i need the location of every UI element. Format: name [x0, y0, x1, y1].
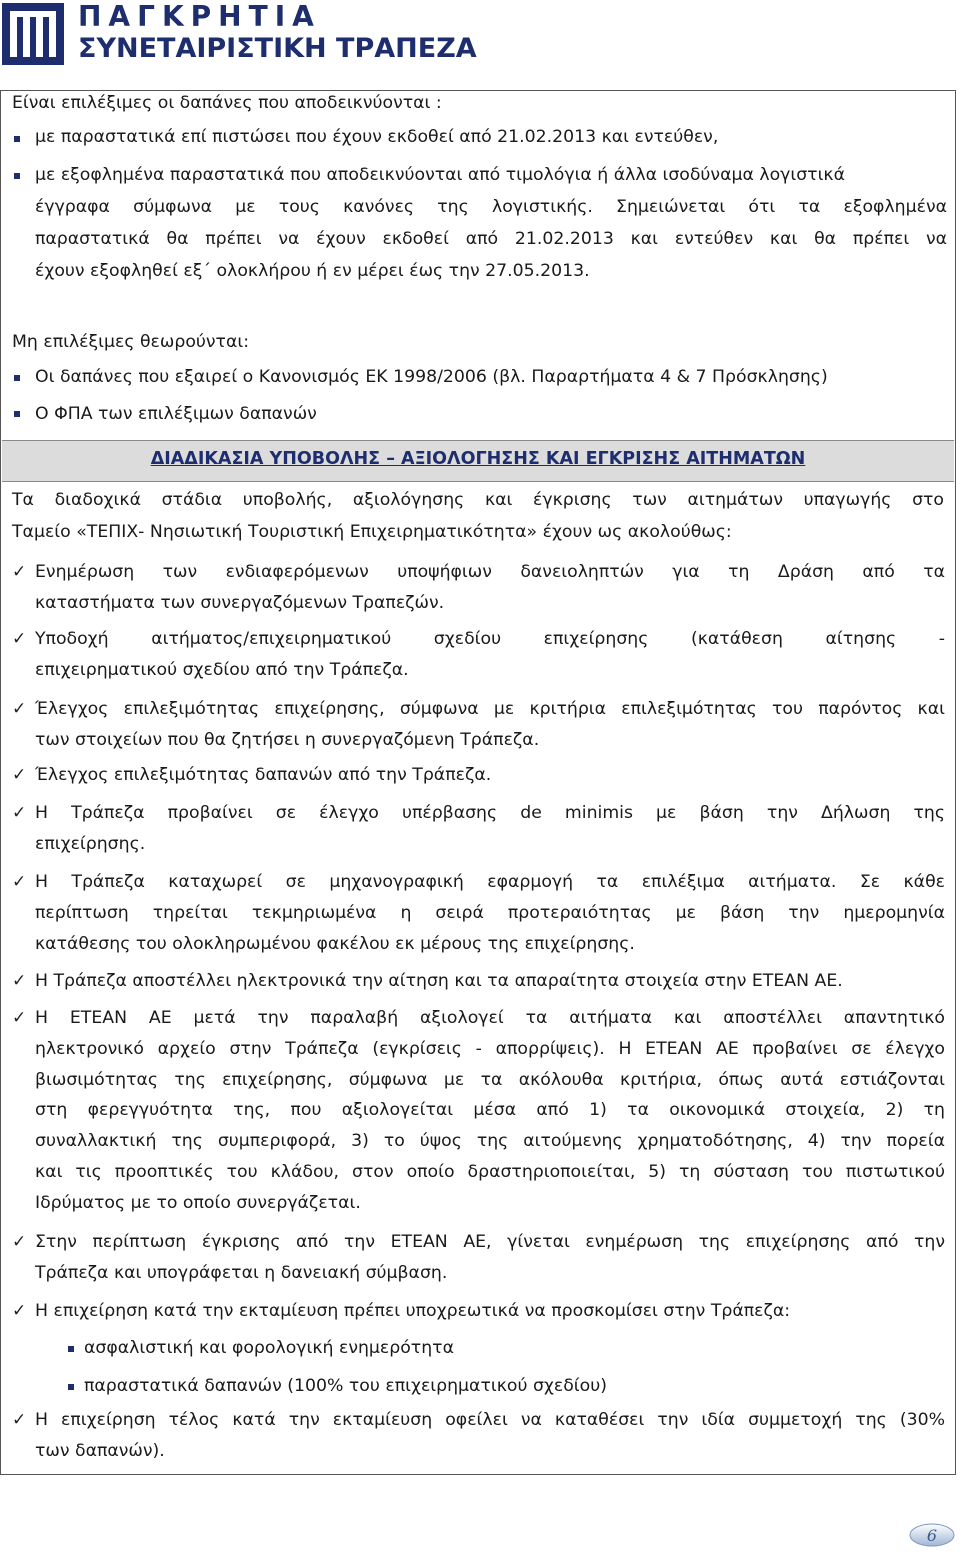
eligible-item-1: με παραστατικά επί πιστώσει που έχουν εκδοθεί από 21.02.2013 και εντεύθεν,	[35, 127, 719, 147]
square-bullet-icon	[14, 375, 20, 381]
step-7-line-1: Η Τράπεζα αποστέλλει ηλεκτρονικά την αίτηση και τα απαραίτητα στοιχεία στην ΕΤΕΑΝ ΑΕ.	[35, 971, 843, 991]
step-2-line-2: επιχειρηματικού σχεδίου από την Τράπεζα.	[35, 659, 409, 680]
step-9-line-1: Στην περίπτωση έγκρισης από την ΕΤΕΑΝ ΑΕ, γίνεται ενημέρωση της επιχείρησης από την	[35, 1232, 945, 1252]
step-6-line-3: κατάθεσης του ολοκληρωμένου φακέλου εκ μέρους της επιχείρησης.	[35, 933, 635, 954]
eligible-item-2-line3: παραστατικά θα πρέπει να έχουν εκδοθεί από 21.02.2013 και εντεύθεν και θα πρέπει να	[35, 229, 947, 249]
step-2-line-1: Υποδοχή αιτήματος/επιχειρηματικού σχεδίου επιχείρησης (κατάθεση αίτησης -	[35, 629, 945, 649]
step-8-line-1: Η ΕΤΕΑΝ ΑΕ μετά την παραλαβή αξιολογεί τα αιτήματα και αποστέλλει απαντητικό	[35, 1008, 945, 1028]
checkmark-icon: ✓	[12, 1410, 27, 1430]
page-number: 6	[926, 1526, 938, 1545]
step-1-line-2: καταστήματα των συνεργαζόμενων Τραπεζών.	[35, 592, 445, 613]
step-8-line-4: στη φερεγγυότητα της, που αξιολογείται μέσα από 1) τα οικονομικά στοιχεία, 2) τη	[35, 1100, 945, 1121]
step-3-line-2: των στοιχείων που θα ζητήσει η συνεργαζόμενη Τράπεζα.	[35, 729, 540, 750]
square-bullet-icon	[14, 411, 20, 417]
bank-pillars-logo-icon	[2, 3, 64, 65]
step-11-line-2: των δαπανών).	[35, 1440, 165, 1461]
section-title: ΔΙΑΔΙΚΑΣΙΑ ΥΠΟΒΟΛΗΣ – ΑΞΙΟΛΟΓΗΣΗΣ ΚΑΙ ΕΓΚΡΙΣΗΣ ΑΙΤΗΜΑΤΩΝ	[150, 449, 806, 469]
ineligible-item-2: Ο ΦΠΑ των επιλέξιμων δαπανών	[35, 404, 317, 424]
square-bullet-icon	[68, 1384, 74, 1390]
section-header-bar	[2, 440, 954, 482]
step-5-line-1: Η Τράπεζα προβαίνει σε έλεγχο υπέρβασης de minimis με βάση την Δήλωση της	[35, 803, 945, 823]
eligible-item-2-line4: έχουν εξοφληθεί εξ΄ ολοκλήρου ή εν μέρει έως την 27.05.2013.	[35, 261, 590, 281]
step-8-line-3: βιωσιμότητας της επιχείρησης, σύμφωνα με τα ακόλουθα κριτήρια, όπως αυτά εστιάζονται	[35, 1069, 945, 1090]
square-bullet-icon	[68, 1346, 74, 1352]
brand-name-line1: ΠΑΓΚΡΗΤΙΑ	[78, 0, 321, 33]
brand-name-line2: ΣΥΝΕΤΑΙΡΙΣΤΙΚΗ ΤΡΑΠΕΖΑ	[78, 33, 477, 64]
checkmark-icon: ✓	[12, 872, 27, 892]
checkmark-icon: ✓	[12, 971, 27, 991]
section-intro-line1: Τα διαδοχικά στάδια υποβολής, αξιολόγησης και έγκρισης των αιτημάτων υπαγωγής στο	[12, 490, 944, 510]
eligible-item-2-line1: με εξοφλημένα παραστατικά που αποδεικνύονται από τιμολόγια ή άλλα ισοδύναμα λογιστικά	[35, 165, 845, 185]
step-8-line-5: συναλλακτική της συμπεριφορά, 3) το ύψος της αιτούμενης χρηματοδότησης, 4) την πορεία	[35, 1131, 945, 1152]
square-bullet-icon	[14, 136, 20, 142]
step-11-line-1: Η επιχείρηση τέλος κατά την εκταμίευση οφείλει να καταθέσει την ιδία συμμετοχή της (30%	[35, 1410, 945, 1430]
step-8-line-6: και τις προοπτικές του κλάδου, στον οποίο δραστηριοποιείται, 5) τη σύσταση του πιστωτικού	[35, 1162, 945, 1182]
checkmark-icon: ✓	[12, 803, 27, 823]
page-header	[0, 0, 960, 72]
step-6-line-1: Η Τράπεζα καταχωρεί σε μηχανογραφική εφαρμογή τα επιλέξιμα αιτήματα. Σε κάθε	[35, 872, 945, 892]
page-number-badge	[908, 1522, 956, 1548]
step-8-line-7: Ιδρύματος με το οποίο συνεργάζεται.	[35, 1192, 361, 1213]
checkmark-icon: ✓	[12, 1232, 27, 1252]
sub-item-1: ασφαλιστική και φορολογική ενημερότητα	[84, 1338, 454, 1358]
ineligible-intro: Μη επιλέξιμες θεωρούνται:	[12, 332, 250, 352]
step-5-line-2: επιχείρησης.	[35, 833, 146, 854]
square-bullet-icon	[14, 173, 20, 179]
step-9-line-2: Τράπεζα και υπογράφεται η δανειακή σύμβαση.	[35, 1262, 448, 1283]
checkmark-icon: ✓	[12, 629, 27, 649]
checkmark-icon: ✓	[12, 1301, 27, 1321]
eligible-intro: Είναι επιλέξιμες οι δαπάνες που αποδεικνύονται :	[12, 93, 442, 113]
checkmark-icon: ✓	[12, 765, 27, 785]
sub-item-2: παραστατικά δαπανών (100% του επιχειρηματικού σχεδίου)	[84, 1376, 607, 1396]
checkmark-icon: ✓	[12, 1008, 27, 1028]
checkmark-icon: ✓	[12, 562, 27, 582]
step-1-line-1: Ενημέρωση των ενδιαφερόμενων υποψήφιων δανειοληπτών για τη Δράση από τα	[35, 562, 945, 582]
step-3-line-1: Έλεγχος επιλεξιμότητας επιχείρησης, σύμφωνα με κριτήρια επιλεξιμότητας του παρόντος και	[35, 699, 945, 719]
step-6-line-2: περίπτωση τηρείται τεκμηριωμένα η σειρά προτεραιότητας με βάση την ημερομηνία	[35, 902, 945, 923]
step-4-line-1: Έλεγχος επιλεξιμότητας δαπανών από την Τράπεζα.	[35, 765, 492, 785]
ineligible-item-1: Οι δαπάνες που εξαιρεί ο Κανονισμός ΕΚ 1998/2006 (βλ. Παραρτήματα 4 & 7 Πρόσκλησης)	[35, 367, 828, 387]
section-intro-line2: Ταμείο «ΤΕΠΙΧ- Νησιωτική Τουριστική Επιχειρηματικότητα» έχουν ως ακολούθως:	[12, 522, 732, 542]
step-10-line-1: Η επιχείρηση κατά την εκταμίευση πρέπει υποχρεωτικά να προσκομίσει στην Τράπεζα:	[35, 1301, 791, 1321]
step-8-line-2: ηλεκτρονικό αρχείο στην Τράπεζα (εγκρίσεις - απορρίψεις). Η ΕΤΕΑΝ ΑΕ προβαίνει σε έλεγχο	[35, 1038, 945, 1059]
eligible-item-2-line2: έγγραφα σύμφωνα με τους κανόνες της λογιστικής. Σημειώνεται ότι τα εξοφλημένα	[35, 197, 947, 217]
checkmark-icon: ✓	[12, 699, 27, 719]
